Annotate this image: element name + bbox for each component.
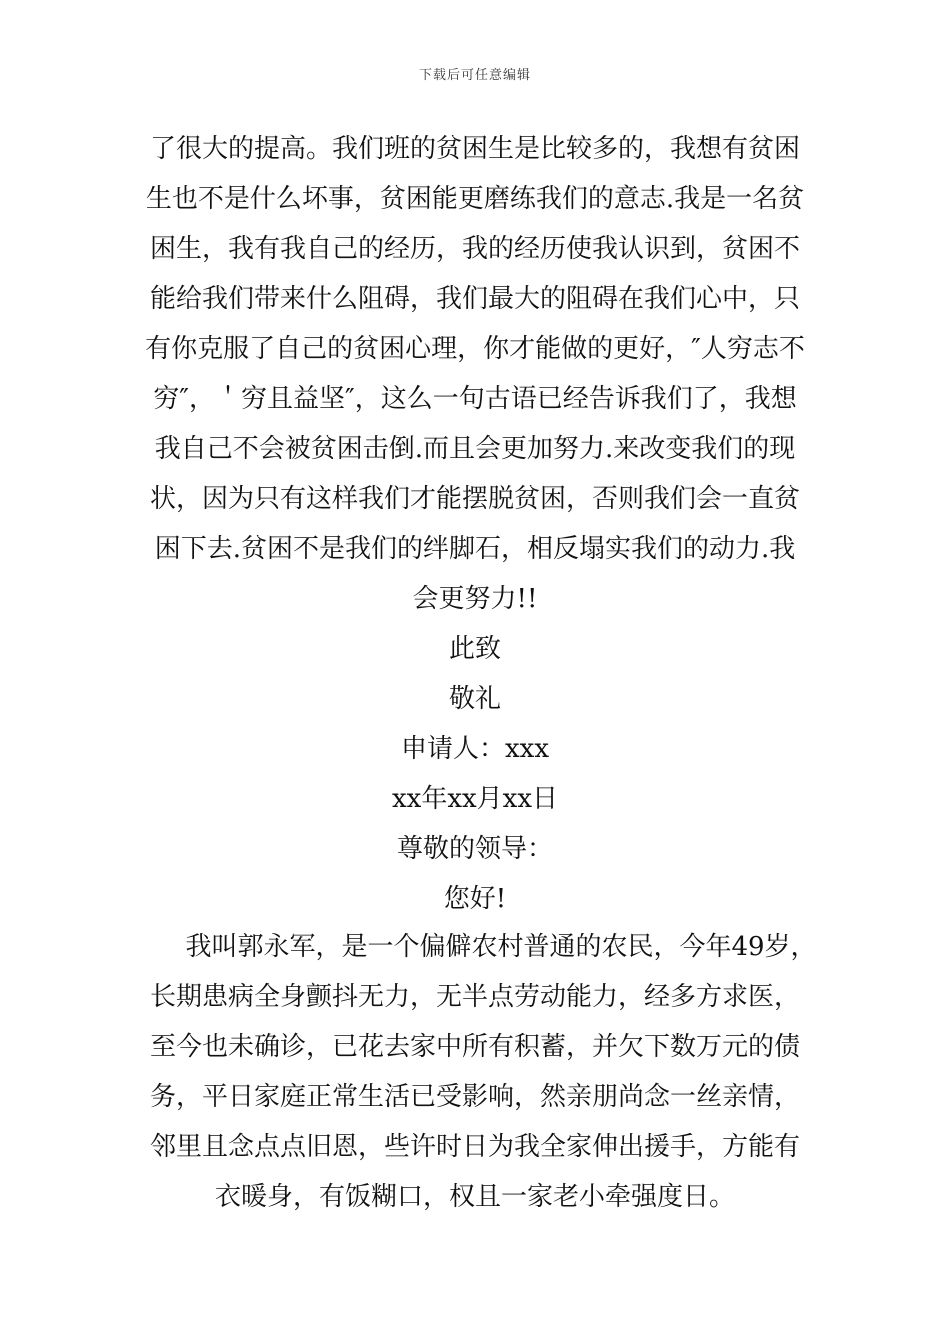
page-header-note: 下载后可任意编辑 — [418, 68, 531, 83]
paragraph-line: 我自己不会被贫困击倒.而且会更加努力.来改变我们的现 — [154, 434, 796, 464]
paragraph-line: 有你克服了自己的贫困心理，你才能做的更好，″人穷志不 — [145, 334, 805, 364]
letter2-body — [0, 922, 950, 1222]
applicant-signature: 申请人：xxx — [401, 734, 549, 764]
paragraph-line: 衣暖身，有饭糊口，权且一家老小牵强度日。 — [214, 1182, 735, 1212]
paragraph-line: 能给我们带来什么阻碍，我们最大的阻碍在我们心中，只 — [149, 284, 800, 314]
paragraph-line: 我叫郭永军，是一个偏僻农村普通的农民，今年49岁， — [133, 932, 817, 962]
signature-date: xx年xx月xx日 — [392, 784, 558, 814]
paragraph-line: 穷″，＇穷且益坚″，这么一句古语已经告诉我们了，我想 — [153, 384, 797, 414]
closing-salute-1: 此致 — [448, 634, 501, 664]
paragraph-line: 务，平日家庭正常生活已受影响，然亲朋尚念一丝亲情， — [149, 1082, 800, 1112]
letter2-greeting: 尊敬的领导： — [396, 834, 553, 864]
paragraph-line: 长期患病全身颤抖无力，无半点劳动能力，经多方求医， — [149, 982, 800, 1012]
paragraph-line: 困下去.贫困不是我们的绊脚石，相反塌实我们的动力.我 — [154, 534, 796, 564]
paragraph-line: 状，因为只有这样我们才能摆脱贫困，否则我们会一直贫 — [149, 484, 800, 514]
paragraph-line: 了很大的提高。我们班的贫困生是比较多的，我想有贫困 — [149, 134, 800, 164]
paragraph-line: 会更努力!! — [412, 584, 538, 614]
letter2-hello: 您好! — [443, 884, 507, 914]
paragraph-line: 邻里且念点点旧恩，些许时日为我全家伸出援手，方能有 — [149, 1132, 800, 1162]
paragraph-line: 至今也未确诊，已花去家中所有积蓄，并欠下数万元的债 — [149, 1032, 800, 1062]
paragraph-line: 困生，我有我自己的经历，我的经历使我认识到，贫困不 — [149, 234, 800, 264]
paragraph-line: 生也不是什么坏事，贫困能更磨练我们的意志.我是一名贫 — [145, 184, 805, 214]
document-body — [0, 124, 950, 924]
closing-salute-2: 敬礼 — [448, 684, 501, 714]
